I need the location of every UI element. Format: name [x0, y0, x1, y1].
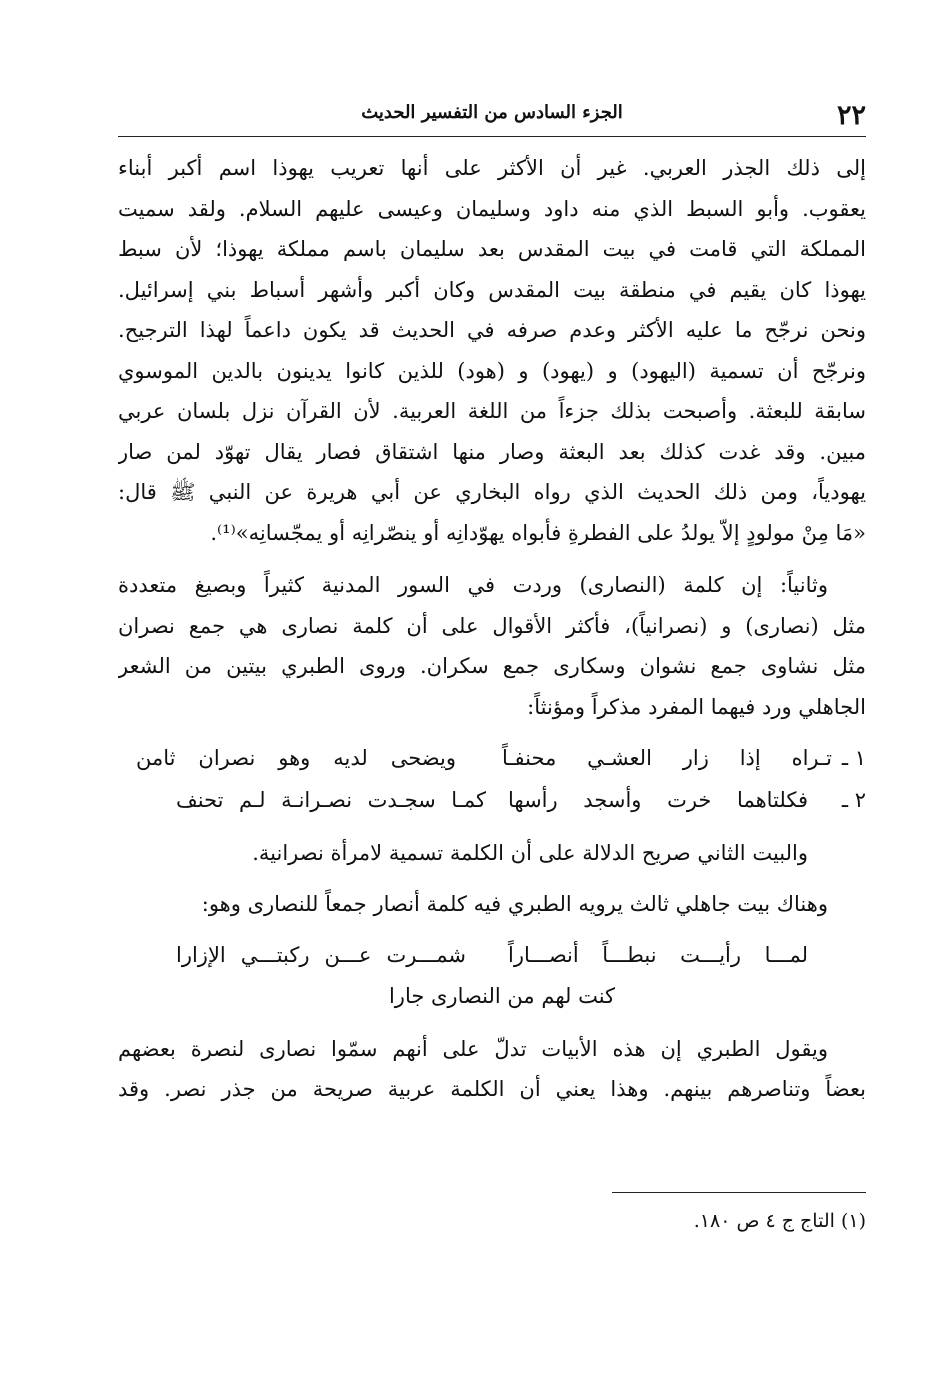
- footnote-rule: [612, 1192, 866, 1193]
- text-line: مثل (نصارى) و (نصرانياً)، فأكثر الأقوال على أن كلمة نصارى هي جمع نصران: [118, 613, 866, 638]
- text-line: ونرجّح أن تسمية (اليهود) و (يهود) و (هود) للذين كانوا يدينون بالدين الموسوي: [118, 358, 866, 383]
- text-line: المملكة التي قامت في بيت المقدس بعد سليمان باسم مملكة يهوذا؛ لأن سبط: [118, 237, 866, 261]
- poem-verses: [118, 737, 866, 821]
- first-hemistich: لمـــا رأيـــت نبطـــاً أنصـــاراً: [508, 943, 808, 967]
- text-line: الجاهلي ورد فيهما المفرد مذكراً ومؤنثاً:: [527, 694, 866, 719]
- running-title: الجزء السادس من التفسير الحديث: [361, 102, 623, 123]
- verse-tail: كنت لهم من النصارى جارا: [388, 984, 616, 1008]
- text-line: وثانياً: إن كلمة (النصارى) وردت في السور المدنية كثيراً وبصيغ متعددة: [118, 573, 828, 597]
- second-hemistich: كمـا سجـدت نصـرانـة لـم تحنف: [176, 788, 486, 812]
- verse-number: ٢ ـ: [841, 788, 866, 812]
- verse-1: [118, 737, 866, 779]
- second-hemistich: ويضحى لديه وهو نصران ثامن: [136, 746, 456, 770]
- page-number: ٢٢: [836, 100, 866, 131]
- second-hemistich: شمـــرت عـــن ركبتـــي الإزارا: [176, 943, 466, 967]
- page-header: [118, 96, 866, 136]
- footnote: (١) التاج ج ٤ ص ١٨٠.: [693, 1210, 866, 1232]
- text-line: والبيت الثاني صريح الدلالة على أن الكلمة تسمية لامرأة نصرانية.: [252, 841, 808, 865]
- first-hemistich: تـراه إذا زار العشـي محنفـاً: [502, 746, 832, 770]
- paragraph-5: [118, 1029, 866, 1110]
- text-line: مبين. وقد غدت كذلك بعد البعثة وصار منها اشتقاق فصار يقال تهوّد لمن صار: [118, 439, 866, 464]
- text-line: ونحن نرجّح ما عليه الأكثر وعدم صرفه في الحديث قد يكون داعماً لهذا الترجيح.: [118, 318, 866, 342]
- verse-number: ١ ـ: [841, 746, 866, 770]
- first-hemistich: فكلتاهما خرت وأسجد رأسها: [508, 788, 808, 812]
- text-line: وهناك بيت جاهلي ثالث يرويه الطبري فيه كلمة أنصار جمعاً للنصارى وهو:: [201, 891, 828, 916]
- text-line: يعقوب. وأبو السبط الذي منه داود وسليمان وعيسى عليهم السلام. ولقد سميت: [118, 196, 866, 221]
- verse-3: [118, 934, 866, 976]
- verse-2: [118, 779, 866, 821]
- header-rule: [118, 136, 866, 137]
- paragraph-2: [118, 565, 866, 727]
- poem-verse-3: [118, 934, 866, 1017]
- text-line: إلى ذلك الجذر العربي. غير أن الأكثر على أنها تعريب يهوذا اسم أكبر أبناء: [118, 156, 866, 180]
- hadith-quote-line: «مَا مِنْ مولودٍ إلاّ يولدُ على الفطرةِ فأبواه يهوّدانِه أو ينصّرانِه أو يمجّسانِه»⁽¹⁾.: [210, 520, 866, 545]
- text-line: ويقول الطبري إن هذه الأبيات تدلّ على أنهم سمّوا نصارى لنصرة بعضهم: [118, 1036, 828, 1061]
- text-line: سابقة للبعثة. وأصبحت بذلك جزءاً من اللغة العربية. لأن القرآن نزل بلسان عربي: [118, 399, 866, 423]
- paragraph-4: [118, 884, 866, 925]
- text-line: يهوذا كان يقيم في منطقة بيت المقدس وكان أكبر وأشهر أسباط بني إسرائيل.: [118, 277, 866, 302]
- paragraph-1: [118, 148, 866, 553]
- text-line: مثل نشاوى جمع نشوان وسكارى جمع سكران. وروى الطبري بيتين من الشعر: [118, 654, 866, 678]
- body-text: [118, 148, 866, 1110]
- text-line: بعضاً وتناصرهم بينهم. وهذا يعني أن الكلمة عربية صريحة من جذر نصر. وقد: [118, 1077, 866, 1101]
- text-line: يهودياً، ومن ذلك الحديث الذي رواه البخاري عن أبي هريرة عن النبي ﷺ قال:: [118, 480, 866, 504]
- paragraph-3: [118, 833, 866, 874]
